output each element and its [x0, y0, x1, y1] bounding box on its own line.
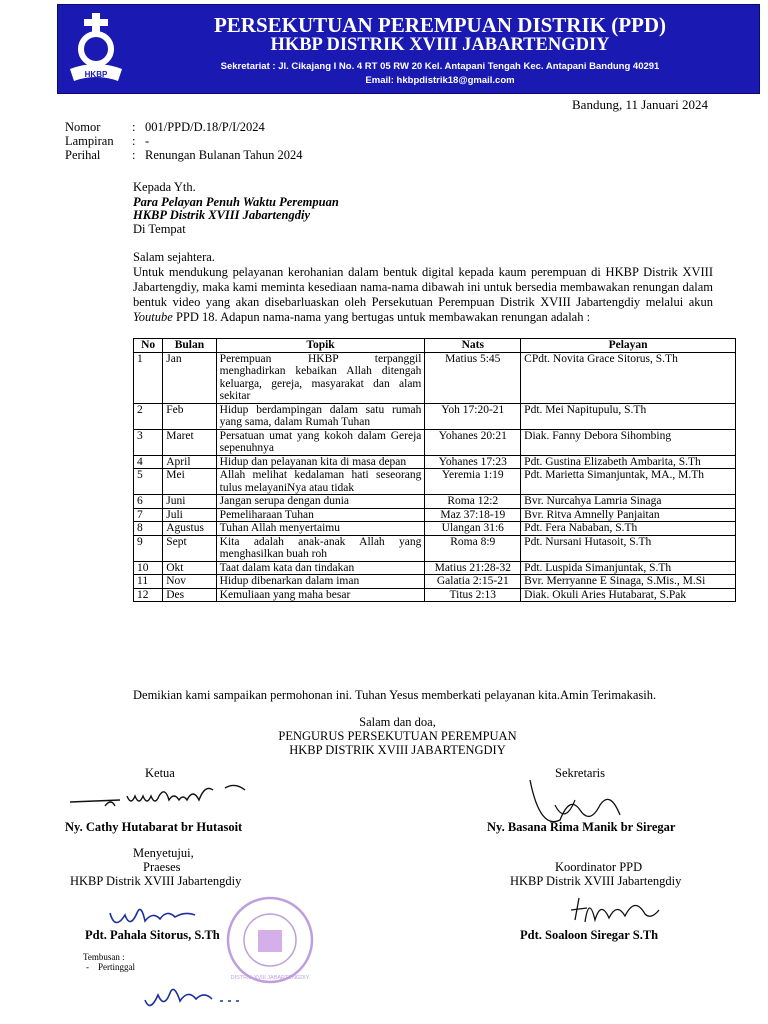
- row-number: 6: [134, 495, 163, 509]
- koordinator-name: Pdt. Soaloon Siregar S.Th: [520, 928, 659, 942]
- row-number: 3: [134, 429, 163, 455]
- perihal-label: Perihal: [65, 148, 101, 162]
- nomor-value: 001/PPD/D.18/P/I/2024: [145, 120, 265, 134]
- row-topic: Jangan serupa dengan dunia: [216, 495, 425, 509]
- org-address: Sekretariat : Jl. Cikajang I No. 4 RT 05 RW 20 Kel. Antapani Tengah Kec. Antapani Bandung 40291: [220, 61, 660, 72]
- letter-date: Bandung, 11 Januari 2024: [572, 97, 708, 112]
- closing-text: Demikian kami sampaikan permohonan ini. Tuhan Yesus memberkati pelayanan kita.Amin Terimakasih.: [133, 688, 657, 702]
- row-month: Mei: [163, 469, 216, 495]
- org-email: Email: hkbpdistrik18@gmail.com: [365, 75, 515, 86]
- recipient-line: Para Pelayan Penuh Waktu Perempuan: [133, 195, 339, 209]
- koordinator-org: HKBP Distrik XVIII Jabartengdiy: [510, 874, 682, 888]
- colon: :: [132, 120, 136, 134]
- tembusan-label: Tembusan :: [83, 952, 125, 962]
- letterhead: [57, 4, 760, 94]
- row-month: Nov: [163, 575, 216, 589]
- row-number: 12: [134, 588, 163, 602]
- schedule-table: [133, 338, 736, 602]
- lampiran-label: Lampiran: [65, 134, 114, 148]
- table-row: [134, 469, 736, 495]
- recipient-line: Di Tempat: [133, 222, 186, 236]
- koordinator-signature-icon: [565, 890, 665, 930]
- greeting: Salam sejahtera.: [133, 250, 215, 264]
- row-month: Sept: [163, 535, 216, 561]
- praeses-name: Pdt. Pahala Sitorus, S.Th: [85, 928, 220, 942]
- org-subtitle: HKBP DISTRIK XVIII JABARTENGDIY: [270, 35, 610, 55]
- signoff-org: PENGURUS PERSEKUTUAN PEREMPUAN: [278, 729, 517, 743]
- row-verse: Yeremia 1:19: [425, 469, 521, 495]
- row-topic: Taat dalam kata dan tindakan: [216, 561, 425, 575]
- sekretaris-title: Sekretaris: [555, 766, 605, 780]
- row-verse: Yohanes 20:21: [425, 429, 521, 455]
- row-minister: Bvr. Ritva Amnelly Panjaitan: [521, 508, 736, 522]
- nomor-label: Nomor: [65, 120, 101, 134]
- ketua-name: Ny. Cathy Hutabarat br Hutasoit: [65, 820, 243, 834]
- recipient-line: HKBP Distrik XVIII Jabartengdiy: [133, 208, 310, 222]
- row-verse: Yoh 17:20-21: [425, 403, 521, 429]
- table-row: [134, 508, 736, 522]
- row-month: Juni: [163, 495, 216, 509]
- table-row: [134, 429, 736, 455]
- row-month: Agustus: [163, 522, 216, 536]
- row-minister: Diak. Fanny Debora Sihombing: [521, 429, 736, 455]
- row-month: Maret: [163, 429, 216, 455]
- row-minister: Pdt. Nursani Hutasoit, S.Th: [521, 535, 736, 561]
- row-minister: CPdt. Novita Grace Sitorus, S.Th: [521, 352, 736, 403]
- row-number: 11: [134, 575, 163, 589]
- praeses-paraf-icon: [140, 975, 250, 1015]
- approve-org: HKBP Distrik XVIII Jabartengdiy: [70, 874, 242, 888]
- lampiran-value: -: [145, 134, 150, 148]
- approve-role: Praeses: [143, 860, 181, 874]
- row-month: Feb: [163, 403, 216, 429]
- colon: :: [132, 148, 136, 162]
- row-number: 9: [134, 535, 163, 561]
- column-header: Topik: [216, 339, 425, 353]
- ketua-signature-icon: [65, 778, 255, 818]
- signoff-greeting: Salam dan doa,: [359, 715, 436, 729]
- recipient-line: Kepada Yth.: [133, 180, 196, 194]
- row-topic: Perempuan HKBP terpanggil menghadirkan kebaikan Allah ditengah keluarga, gereja, masyarakat dan alam sekitar: [216, 352, 425, 403]
- row-minister: Pdt. Fera Nababan, S.Th: [521, 522, 736, 536]
- perihal-value: Renungan Bulanan Tahun 2024: [145, 148, 303, 162]
- row-number: 4: [134, 455, 163, 469]
- row-verse: Ulangan 31:6: [425, 522, 521, 536]
- row-number: 1: [134, 352, 163, 403]
- row-verse: Yohanes 17:23: [425, 455, 521, 469]
- row-minister: Pdt. Gustina Elizabeth Ambarita, S.Th: [521, 455, 736, 469]
- row-minister: Bvr. Merryanne E Sinaga, S.Mis., M.Si: [521, 575, 736, 589]
- row-minister: Pdt. Mei Napitupulu, S.Th: [521, 403, 736, 429]
- row-topic: Allah melihat kedalaman hati seseorang tulus melayaniNya atau tidak: [216, 469, 425, 495]
- row-minister: Pdt. Luspida Simanjuntak, S.Th: [521, 561, 736, 575]
- row-topic: Hidup dibenarkan dalam iman: [216, 575, 425, 589]
- table-row: [134, 561, 736, 575]
- praeses-signature-icon: [105, 893, 215, 933]
- table-row: [134, 535, 736, 561]
- row-topic: Kita adalah anak-anak Allah yang menghasilkan buah roh: [216, 535, 425, 561]
- official-stamp-icon: [225, 895, 315, 985]
- row-topic: Hidup dan pelayanan kita di masa depan: [216, 455, 425, 469]
- column-header: No: [134, 339, 163, 353]
- hkbp-logo-icon: [66, 11, 126, 87]
- table-row: [134, 588, 736, 602]
- row-topic: Persatuan umat yang kokoh dalam Gereja sepenuhnya: [216, 429, 425, 455]
- row-verse: Roma 8:9: [425, 535, 521, 561]
- row-verse: Titus 2:13: [425, 588, 521, 602]
- row-month: Juli: [163, 508, 216, 522]
- svg-text:HKBP: HKBP: [84, 70, 108, 79]
- column-header: Bulan: [163, 339, 216, 353]
- row-minister: Pdt. Marietta Simanjuntak, MA., M.Th: [521, 469, 736, 495]
- row-verse: Matius 21:28-32: [425, 561, 521, 575]
- row-minister: Bvr. Nurcahya Lamria Sinaga: [521, 495, 736, 509]
- svg-text:DISTRIK XVIII JABARTENGDIY: DISTRIK XVIII JABARTENGDIY: [230, 975, 310, 981]
- row-number: 5: [134, 469, 163, 495]
- row-minister: Diak. Okuli Aries Hutabarat, S.Pak: [521, 588, 736, 602]
- row-topic: Hidup berdampingan dalam satu rumah yang sama, dalam Rumah Tuhan: [216, 403, 425, 429]
- row-month: Jan: [163, 352, 216, 403]
- row-verse: Maz 37:18-19: [425, 508, 521, 522]
- row-topic: Kemuliaan yang maha besar: [216, 588, 425, 602]
- column-header: Pelayan: [521, 339, 736, 353]
- tembusan-item: - Pertinggal: [86, 962, 135, 972]
- table-row: [134, 403, 736, 429]
- table-row: [134, 352, 736, 403]
- signoff-org: HKBP DISTRIK XVIII JABARTENGDIY: [289, 743, 506, 757]
- row-month: April: [163, 455, 216, 469]
- sekretaris-name: Ny. Basana Rima Manik br Siregar: [487, 820, 676, 834]
- row-verse: Galatia 2:15-21: [425, 575, 521, 589]
- row-month: Okt: [163, 561, 216, 575]
- row-number: 7: [134, 508, 163, 522]
- row-topic: Tuhan Allah menyertaimu: [216, 522, 425, 536]
- org-title: PERSEKUTUAN PEREMPUAN DISTRIK (PPD): [213, 13, 667, 37]
- row-verse: Matius 5:45: [425, 352, 521, 403]
- table-row: [134, 522, 736, 536]
- intro-paragraph: Untuk mendukung pelayanan kerohanian dalam bentuk digital kepada kaum perempuan di HKBP Distrik XVIII Jabartengdiy, maka kami meminta kesediaan nama-nama dibawah ini untuk bersedia membawakan renungan dalam bentuk video yang akan disebarluaskan oleh Persekutuan Perempuan Distrik XVIII Jabartengdiy melalui akun Youtube PPD 18. Adapun nama-nama yang bertugas untuk membawakan renungan adalah :: [133, 265, 713, 324]
- row-verse: Roma 12:2: [425, 495, 521, 509]
- row-topic: Pemeliharaan Tuhan: [216, 508, 425, 522]
- column-header: Nats: [425, 339, 521, 353]
- approve-label: Menyetujui,: [133, 846, 194, 860]
- ketua-title: Ketua: [145, 766, 175, 780]
- colon: :: [132, 134, 136, 148]
- row-month: Des: [163, 588, 216, 602]
- row-number: 2: [134, 403, 163, 429]
- row-number: 8: [134, 522, 163, 536]
- koordinator-title: Koordinator PPD: [555, 860, 643, 874]
- table-header-row: [134, 339, 736, 353]
- row-number: 10: [134, 561, 163, 575]
- table-row: [134, 455, 736, 469]
- table-row: [134, 575, 736, 589]
- table-row: [134, 495, 736, 509]
